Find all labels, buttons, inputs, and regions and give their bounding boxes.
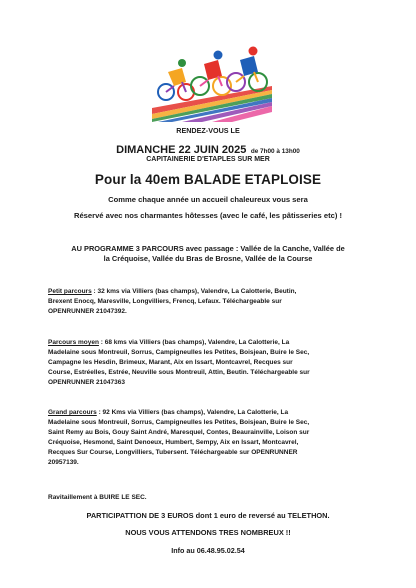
petit-parcours-label: Petit parcours: [48, 288, 92, 295]
parcours-moyen-line-2: Madelaine sous Montreuil, Sorrus, Campigneulles les Petites, Boisjean, Buire le Sec,: [48, 349, 310, 356]
parcours-moyen-line-5: OPENRUNNER 21047363: [48, 379, 125, 386]
road-streaks: [152, 86, 272, 122]
intro-line-1: Comme chaque année un accueil chaleureux vous sera: [108, 195, 308, 204]
info-phone: Info au 06.48.95.02.54: [171, 546, 245, 555]
participation-note: PARTICIPATTION DE 3 EUROS dont 1 euro de reversé au TELETHON.: [86, 511, 330, 520]
ravitaillement-note: Ravitaillement à BUIRE LE SEC.: [48, 494, 147, 501]
petit-parcours-text: : 32 kms via Villiers (bas champs), Valendre, La Calotterie, Beutin,: [91, 288, 297, 295]
grand-parcours-block: [48, 408, 388, 468]
parcours-moyen-text: : 68 kms via Villiers (bas champs), Valendre, La Calotterie, La: [98, 339, 290, 346]
grand-parcours-line-4: Créquoise, Hesmond, Saint Denoeux, Humbert, Sempy, Aix en Issart, Montcavrel,: [48, 439, 299, 446]
event-hours: de 7h00 à 13h00: [250, 148, 300, 155]
grand-parcours-text: : 92 Kms via Villiers (bas champs), Valendre, La Calotterie, La: [96, 409, 289, 416]
cyclist-2: [191, 51, 231, 96]
grand-parcours-line-2: Madelaine sous Montreuil, Sorrus, Campigneulles les Petites, Boisjean, Buire le Sec,: [48, 419, 310, 426]
cyclist-1: [158, 59, 194, 100]
grand-parcours-line-5: Recques Sur Course, Longvilliers, Tubersent. Téléchargeable sur OPENRUNNER: [48, 449, 298, 456]
grand-parcours-label: Grand parcours: [48, 409, 97, 416]
petit-parcours-block: [48, 287, 388, 317]
cyclists-illustration: [152, 46, 272, 122]
parcours-moyen-line-4: Course, Estréelles, Estrée, Neuville sous Montreuil, Attin, Beutin. Téléchargeable sur: [48, 369, 310, 376]
grand-parcours-line-1: [48, 408, 388, 418]
attendons-note: NOUS VOUS ATTENDONS TRES NOMBREUX !!: [125, 528, 291, 537]
grand-parcours-line-3: Saint Remy au Bois, Gouy Saint André, Maresquel, Contes, Beaurainville, Loison sur: [48, 429, 310, 436]
event-place: CAPITAINERIE D'ETAPLES SUR MER: [146, 156, 270, 163]
cyclist-3: [227, 47, 267, 92]
petit-parcours-line-3: OPENRUNNER 21047392.: [48, 308, 127, 315]
parcours-moyen-label: Parcours moyen: [48, 339, 99, 346]
parcours-moyen-block: [48, 338, 388, 388]
parcours-moyen-line-3: Campagne les Hesdin, Brimeux, Marant, Aix en Issart, Montcavrel, Recques sur: [48, 359, 293, 366]
petit-parcours-line-1: [48, 287, 388, 297]
event-title: Pour la 40em BALADE ETAPLOISE: [94, 172, 322, 187]
programme-line-2: la Créquoise, Vallée du Bras de Brosne, Vallée de la Course: [103, 254, 313, 263]
intro-line-2: Réservé avec nos charmantes hôtesses (avec le café, les pâtisseries etc) !: [73, 211, 343, 220]
event-date: DIMANCHE 22 JUIN 2025: [116, 144, 247, 156]
programme-line-1: AU PROGRAMME 3 PARCOURS avec passage : Vallée de la Canche, Vallée de: [71, 244, 345, 253]
grand-parcours-line-6: 20957139.: [48, 459, 79, 466]
petit-parcours-line-2: Brexent Enocq, Maresville, Longvilliers, Frencq, Lefaux. Téléchargeable sur: [48, 298, 282, 305]
parcours-moyen-line-1: [48, 338, 388, 348]
rendezvous-label: RENDEZ-VOUS LE: [176, 126, 240, 135]
